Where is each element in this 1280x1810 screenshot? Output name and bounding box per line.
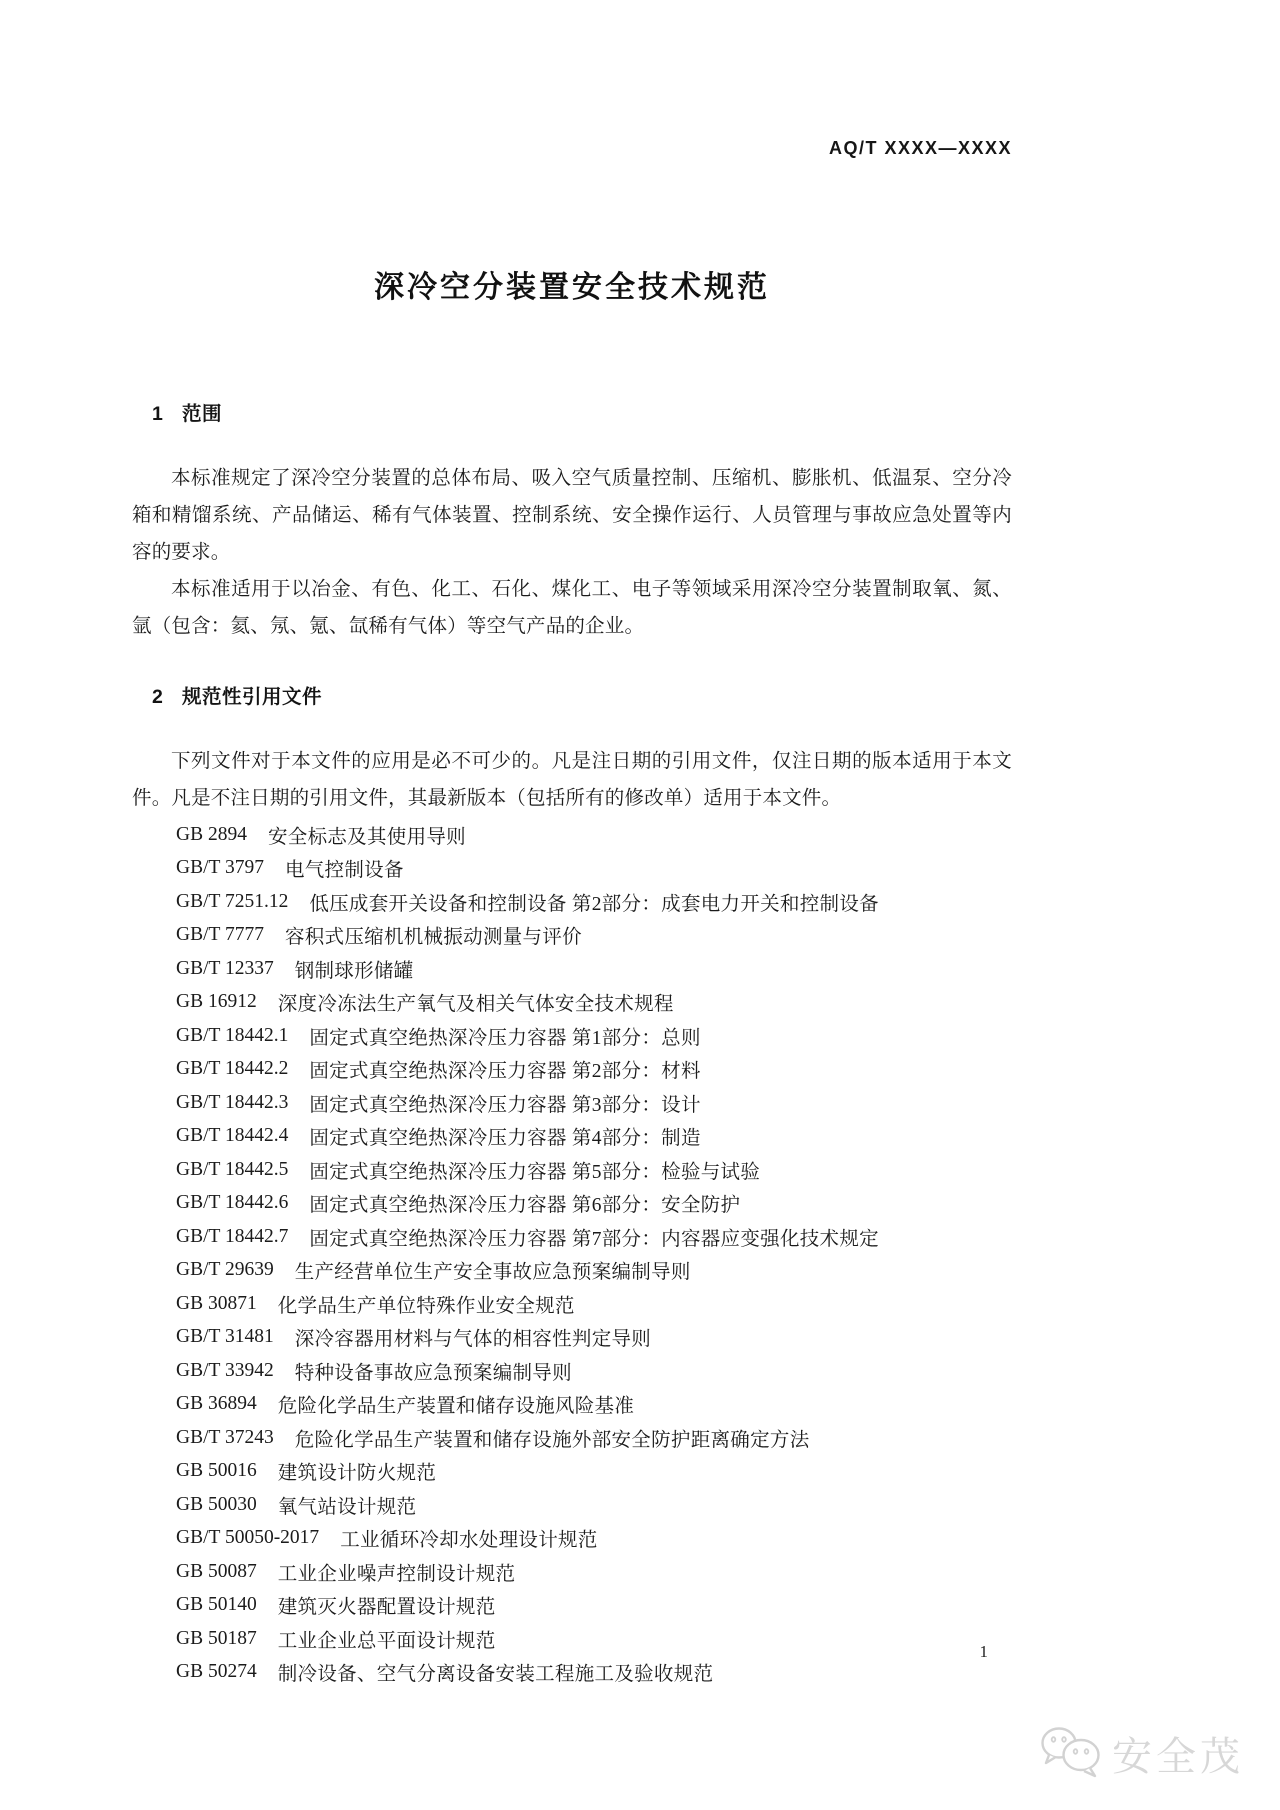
- reference-name: 化学品生产单位特殊作业安全规范: [277, 1295, 575, 1317]
- reference-name: 建筑灭火器配置设计规范: [277, 1597, 496, 1619]
- reference-row: [176, 852, 1012, 886]
- reference-row: [176, 1455, 1012, 1489]
- page-content: [132, 0, 1012, 1689]
- paragraph: 本标准规定了深冷空分装置的总体布局、吸入空气质量控制、压缩机、膨胀机、低温泵、空分冷箱和精馏系统、产品储运、稀有气体装置、控制系统、安全操作运行、人员管理与事故应急处置等内容的要求。: [132, 468, 1012, 563]
- reference-name: 建筑设计防火规范: [277, 1463, 437, 1485]
- reference-row: [176, 952, 1012, 986]
- paragraph: 本标准适用于以冶金、有色、化工、石化、煤化工、电子等领域采用深冷空分装置制取氧、氮、氩（包含：氦、氖、氪、氙稀有气体）等空气产品的企业。: [132, 579, 1012, 637]
- reference-name: 固定式真空绝热深冷压力容器 第4部分：制造: [309, 1128, 701, 1150]
- reference-row: [176, 1354, 1012, 1388]
- reference-name: 工业企业噪声控制设计规范: [277, 1563, 516, 1585]
- section-1-number: 1: [152, 403, 164, 425]
- reference-code: GB/T 18442.1: [176, 1024, 289, 1046]
- reference-code: GB/T 18442.7: [176, 1225, 289, 1247]
- section-2-heading: [132, 681, 1012, 709]
- reference-code: GB 50016: [176, 1460, 257, 1482]
- page-number: 1: [979, 1642, 988, 1661]
- watermark: [1038, 1722, 1244, 1785]
- reference-name: 危险化学品生产装置和储存设施外部安全防护距离确定方法: [294, 1429, 810, 1451]
- reference-code: GB 2894: [176, 823, 247, 845]
- reference-code: GB/T 31481: [176, 1326, 274, 1348]
- reference-row: [176, 1321, 1012, 1355]
- reference-row: [176, 818, 1012, 852]
- reference-name: 安全标志及其使用导则: [267, 826, 466, 848]
- reference-code: GB/T 29639: [176, 1259, 274, 1281]
- reference-row: [176, 1488, 1012, 1522]
- reference-name: 容积式压缩机机械振动测量与评价: [284, 927, 582, 949]
- section-1-body: [132, 460, 1012, 645]
- reference-row: [176, 1153, 1012, 1187]
- reference-code: GB/T 18442.5: [176, 1158, 289, 1180]
- watermark-text: 安全茂: [1112, 1735, 1244, 1779]
- reference-row: [176, 885, 1012, 919]
- reference-row: [176, 1053, 1012, 1087]
- reference-code: GB/T 50050-2017: [176, 1527, 320, 1549]
- reference-row: [176, 1220, 1012, 1254]
- reference-code: GB 50140: [176, 1594, 257, 1616]
- reference-name: 生产经营单位生产安全事故应急预案编制导则: [294, 1262, 691, 1284]
- reference-name: 固定式真空绝热深冷压力容器 第1部分：总则: [309, 1027, 701, 1049]
- section-2-body: [132, 743, 1012, 817]
- reference-row: [176, 1589, 1012, 1623]
- reference-name: 氧气站设计规范: [277, 1496, 417, 1518]
- reference-row: [176, 1522, 1012, 1556]
- reference-row: [176, 1421, 1012, 1455]
- reference-name: 特种设备事故应急预案编制导则: [294, 1362, 572, 1384]
- reference-name: 电气控制设备: [284, 860, 404, 882]
- reference-row: [176, 1254, 1012, 1288]
- reference-code: GB/T 18442.6: [176, 1192, 289, 1214]
- reference-code: GB 50030: [176, 1493, 257, 1515]
- reference-code: GB 36894: [176, 1393, 257, 1415]
- reference-row: [176, 1086, 1012, 1120]
- reference-name: 固定式真空绝热深冷压力容器 第5部分：检验与试验: [309, 1161, 761, 1183]
- reference-name: 固定式真空绝热深冷压力容器 第6部分：安全防护: [309, 1195, 741, 1217]
- reference-code: GB/T 12337: [176, 957, 274, 979]
- reference-code: GB/T 33942: [176, 1359, 274, 1381]
- reference-code: GB/T 18442.4: [176, 1125, 289, 1147]
- reference-code: GB/T 7251.12: [176, 890, 289, 912]
- section-2-number: 2: [152, 686, 164, 708]
- reference-row: [176, 1120, 1012, 1154]
- reference-code: GB 50087: [176, 1560, 257, 1582]
- reference-row: [176, 986, 1012, 1020]
- reference-row: [176, 919, 1012, 953]
- reference-name: 低压成套开关设备和控制设备 第2部分：成套电力开关和控制设备: [309, 893, 879, 915]
- reference-name: 固定式真空绝热深冷压力容器 第7部分：内容器应变强化技术规定: [309, 1228, 879, 1250]
- reference-code: GB 30871: [176, 1292, 257, 1314]
- page-title: 深冷空分装置安全技术规范: [374, 271, 770, 304]
- reference-name: 工业循环冷却水处理设计规范: [340, 1530, 598, 1552]
- reference-name: 深冷容器用材料与气体的相容性判定导则: [294, 1329, 652, 1351]
- reference-code: GB 16912: [176, 991, 257, 1013]
- reference-code: GB/T 7777: [176, 924, 264, 946]
- reference-row: [176, 1019, 1012, 1053]
- reference-row: [176, 1656, 1012, 1690]
- reference-name: 固定式真空绝热深冷压力容器 第3部分：设计: [309, 1094, 701, 1116]
- wechat-logo-icon: [1038, 1722, 1104, 1785]
- reference-row: [176, 1622, 1012, 1656]
- reference-name: 工业企业总平面设计规范: [277, 1630, 496, 1652]
- reference-row: [176, 1187, 1012, 1221]
- reference-row: [176, 1388, 1012, 1422]
- reference-code: GB 50187: [176, 1627, 257, 1649]
- reference-code: GB/T 3797: [176, 857, 264, 879]
- reference-code: GB 50274: [176, 1661, 257, 1683]
- reference-name: 深度冷冻法生产氧气及相关气体安全技术规程: [277, 994, 674, 1016]
- section-2-title: 规范性引用文件: [182, 686, 323, 708]
- section-1-heading: [132, 398, 1012, 426]
- reference-code: GB/T 18442.3: [176, 1091, 289, 1113]
- paragraph: 下列文件对于本文件的应用是必不可少的。凡是注日期的引用文件，仅注日期的版本适用于本文件。凡是不注日期的引用文件，其最新版本（包括所有的修改单）适用于本文件。: [132, 751, 1012, 809]
- reference-row: [176, 1555, 1012, 1589]
- reference-name: 危险化学品生产装置和储存设施风险基准: [277, 1396, 635, 1418]
- section-1-title: 范围: [182, 403, 223, 425]
- reference-name: 制冷设备、空气分离设备安装工程施工及验收规范: [277, 1664, 714, 1686]
- reference-row: [176, 1287, 1012, 1321]
- standard-code: AQ/T XXXX—XXXX: [828, 138, 1012, 158]
- reference-code: GB/T 18442.2: [176, 1058, 289, 1080]
- reference-name: 固定式真空绝热深冷压力容器 第2部分：材料: [309, 1061, 701, 1083]
- reference-name: 钢制球形储罐: [294, 960, 414, 982]
- reference-code: GB/T 37243: [176, 1426, 274, 1448]
- references-list: [132, 818, 1012, 1689]
